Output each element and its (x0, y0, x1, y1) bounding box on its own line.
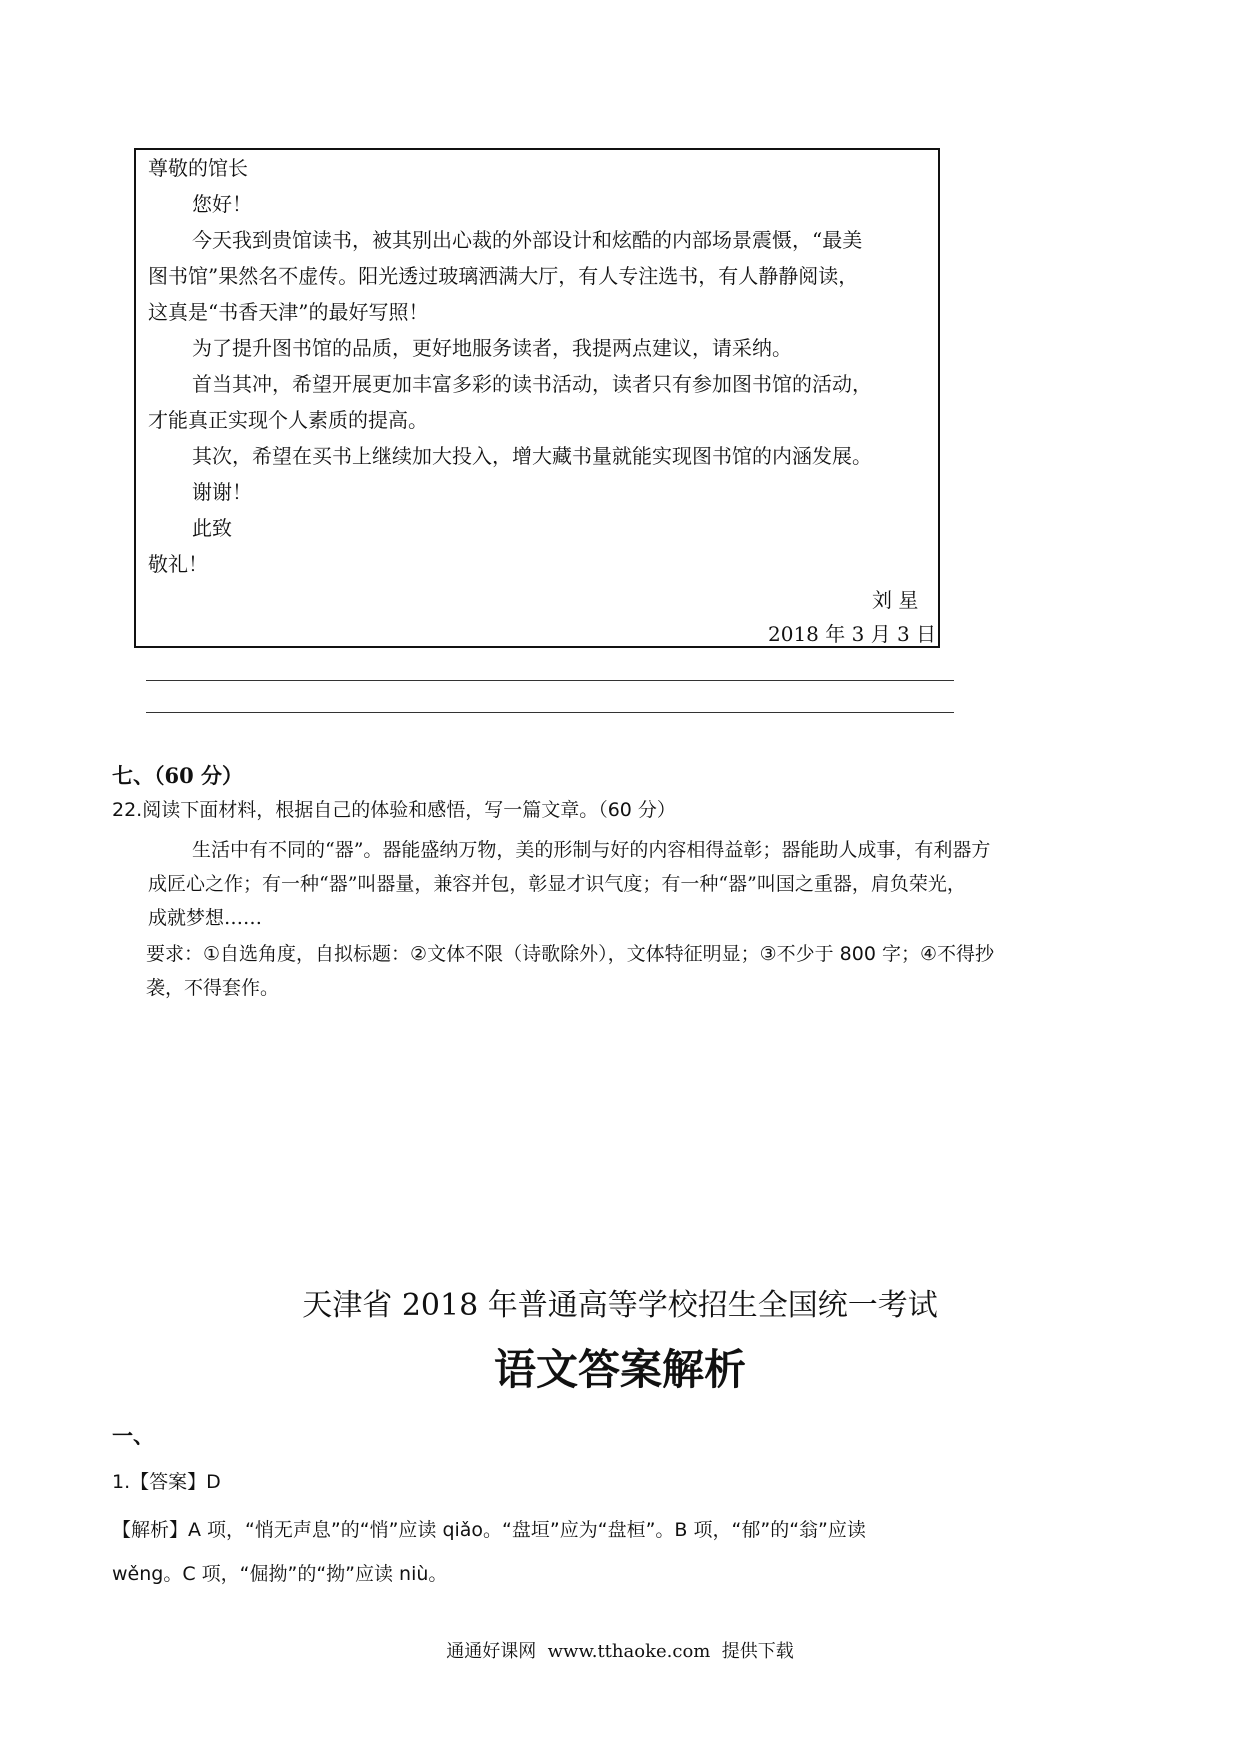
part-1-heading: 一、 (112, 1423, 154, 1448)
letter-p3-line1: 首当其冲，希望开展更加丰富多彩的读书活动，读者只有参加图书馆的活动， (192, 372, 872, 396)
answers-title-line-2: 语文答案解析 (493, 1345, 746, 1394)
letter-thanks: 谢谢！ (192, 480, 252, 504)
letter-date: 2018 年 3 月 3 日 (768, 622, 937, 646)
letter-closing-2: 敬礼！ (148, 552, 208, 576)
question-22: 22.阅读下面材料，根据自己的体验和感悟，写一篇文章。（60 分） (112, 799, 676, 821)
letter-p1-line2: 图书馆”果然名不虚传。阳光透过玻璃洒满大厅，有人专注选书，有人静静阅读， (148, 264, 859, 288)
footer-text: 通通好课网 www.tthaoke.com 提供下载 (446, 1641, 794, 1662)
q1-analysis-line-1: 【解析】A 项，“悄无声息”的“悄”应读 qiǎo。“盘垣”应为“盘桓”。B 项，“郁”的“翁”应读 (112, 1519, 866, 1541)
material-line-1: 生活中有不同的“器”。器能盛纳万物，美的形制与好的内容相得益彰；器能助人成事，有利器方 (192, 839, 991, 861)
letter-p3-line2: 才能真正实现个人素质的提高。 (148, 408, 428, 432)
answer-line-1 (146, 680, 954, 681)
letter-salutation: 尊敬的馆长 (148, 156, 248, 180)
letter-p1-line3: 这真是“书香天津”的最好写照！ (148, 300, 429, 324)
answers-title-line-1: 天津省 2018 年普通高等学校招生全国统一考试 (302, 1288, 938, 1323)
letter-box (134, 148, 940, 648)
requirements-line-1: 要求：①自选角度，自拟标题：②文体不限（诗歌除外），文体特征明显；③不少于 800 字；④不得抄 (146, 943, 994, 965)
q1-answer: 1.【答案】D (112, 1471, 221, 1493)
letter-closing-1: 此致 (192, 516, 232, 540)
answer-line-2 (146, 712, 954, 713)
letter-p1-line1: 今天我到贵馆读书，被其别出心裁的外部设计和炫酷的内部场景震慑，“最美 (192, 228, 863, 252)
letter-p2: 为了提升图书馆的品质，更好地服务读者，我提两点建议，请采纳。 (192, 336, 792, 360)
requirements-line-2: 袭，不得套作。 (146, 977, 280, 999)
letter-signature: 刘 星 (872, 588, 919, 612)
letter-p4: 其次，希望在买书上继续加大投入，增大藏书量就能实现图书馆的内涵发展。 (192, 444, 872, 468)
material-line-3: 成就梦想…… (148, 907, 263, 929)
section-7-heading: 七、（60 分） (112, 763, 244, 788)
q1-analysis-line-2: wěng。C 项，“倔拗”的“拗”应读 niù。 (112, 1563, 448, 1585)
material-line-2: 成匠心之作；有一种“器”叫器量，兼容并包，彰显才识气度；有一种“器”叫国之重器，肩负荣光， (148, 873, 966, 895)
letter-greeting: 您好！ (192, 192, 252, 216)
